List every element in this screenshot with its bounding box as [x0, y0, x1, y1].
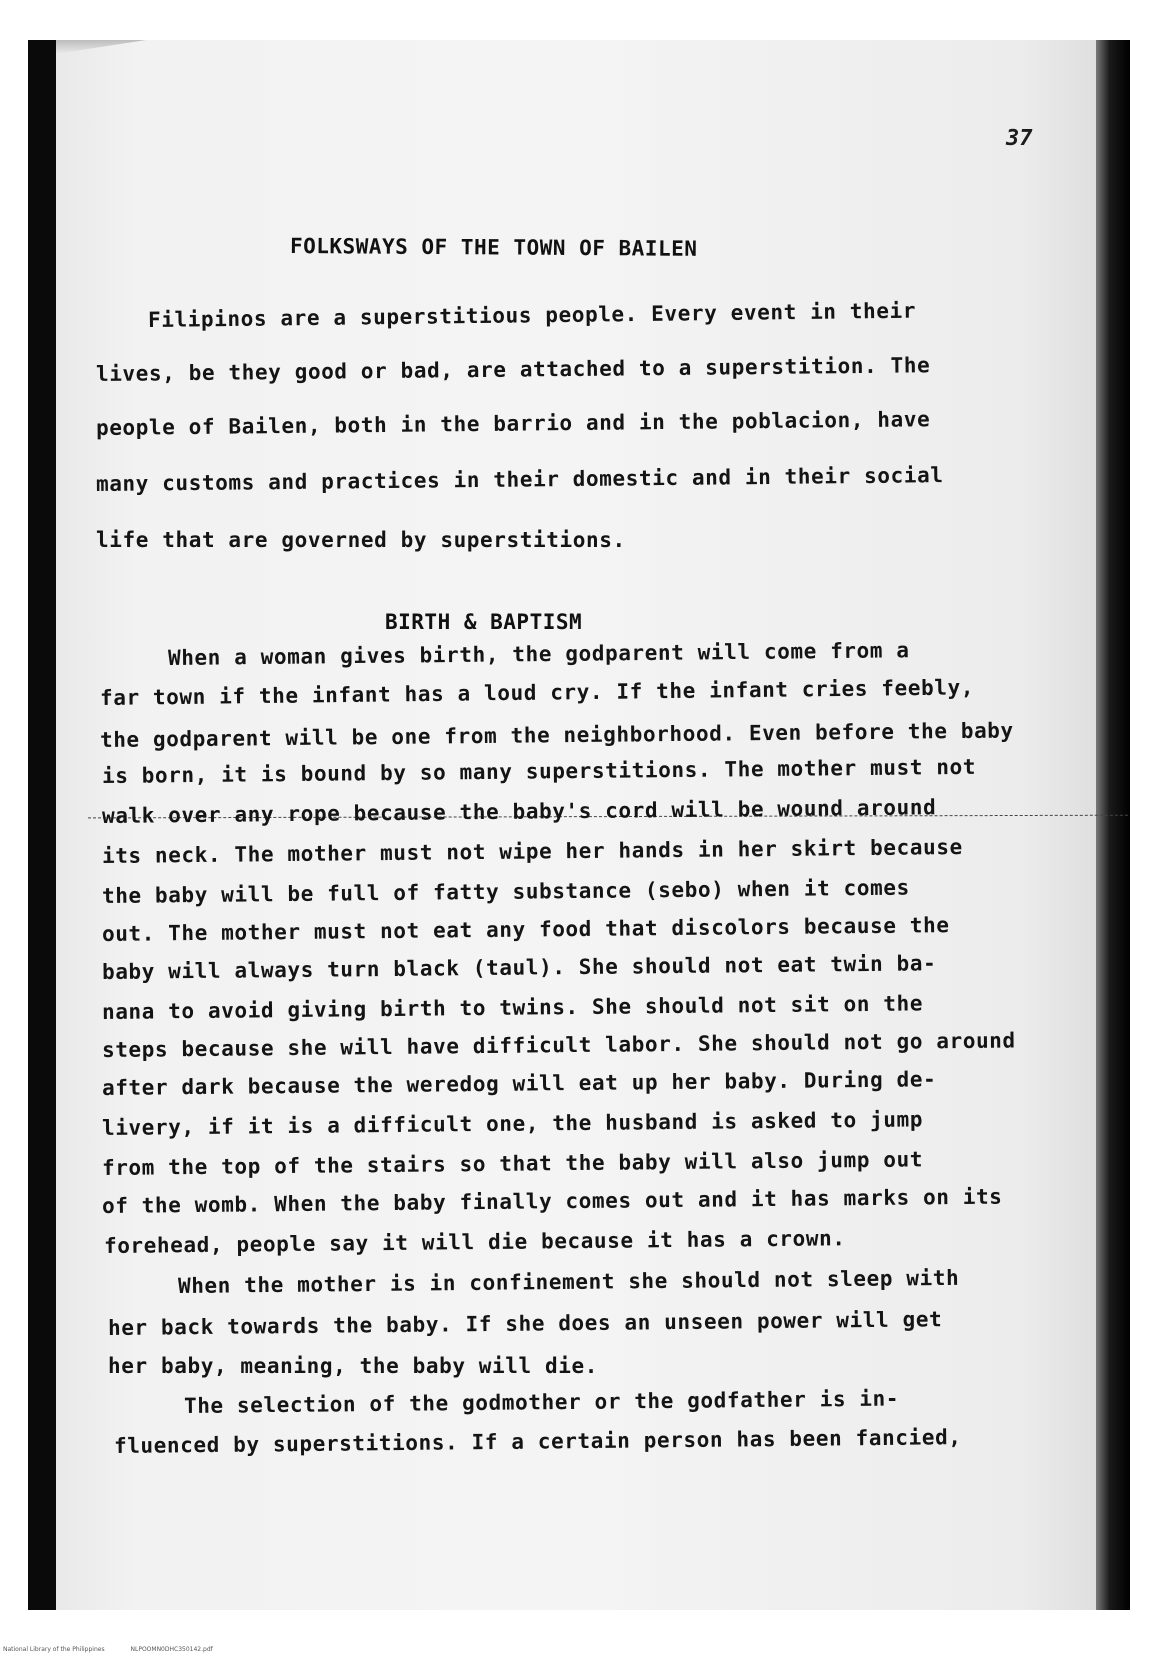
body-line: walk over any rope because the baby's cord will be wound around	[101, 795, 937, 828]
body-line: the godparent will be one from the neighborhood. Even before the baby	[99, 718, 1014, 752]
body-line: from the top of the stairs so that the baby will also jump out	[101, 1147, 924, 1180]
body-line: after dark because the weredog will eat up her baby. During de-	[101, 1067, 937, 1100]
body-line: fluenced by superstitions. If a certain person has been fancied,	[113, 1425, 962, 1458]
body-line: of the womb. When the baby finally comes out and it has marks on its	[101, 1184, 1003, 1218]
body-line: her baby, meaning, the baby will die.	[108, 1354, 598, 1378]
intro-line: many customs and practices in their domestic and in their social	[95, 463, 944, 496]
body-line: steps because she will have difficult labor. She should not go around	[101, 1028, 1016, 1062]
body-line: is born, it is bound by so many superstitions. The mother must not	[101, 754, 977, 788]
body-line: When the mother is in confinement she should not sleep with	[177, 1265, 960, 1298]
body-line: her back towards the baby. If she does an unseen power will get	[107, 1307, 943, 1340]
body-line: baby will always turn black (taul). She should not eat twin ba-	[101, 951, 937, 984]
page-corner-curl	[56, 40, 146, 54]
page-number: 37	[1006, 126, 1033, 151]
document-title: FOLKSWAYS OF THE TOWN OF BAILEN	[289, 234, 698, 261]
intro-line: people of Bailen, both in the barrio and in the poblacion, have	[95, 407, 931, 440]
body-line: When a woman gives birth, the godparent will come from a	[167, 638, 910, 670]
section-heading: BIRTH & BAPTISM	[385, 610, 583, 634]
body-line: livery, if it is a difficult one, the husband is asked to jump	[101, 1107, 924, 1140]
footer-file: NLPOOMN0DHC350142.pdf	[130, 1646, 213, 1653]
body-line: The selection of the godmother or the godfather is in-	[183, 1386, 900, 1418]
body-line: out. The mother must not eat any food that discolors because the	[101, 913, 950, 946]
scanned-page	[28, 40, 1130, 1610]
body-line: forehead, people say it will die because it has a crown.	[103, 1226, 846, 1258]
body-line: its neck. The mother must not wipe her hands in her skirt because	[101, 834, 963, 868]
intro-line: Filipinos are a superstitious people. Every event in their	[147, 298, 917, 332]
intro-line: lives, be they good or bad, are attached to a superstition. The	[95, 353, 931, 386]
intro-line: life that are governed by superstitions.	[96, 528, 626, 552]
page-right-shadow	[1096, 40, 1130, 1610]
body-line: nana to avoid giving birth to twins. She should not sit on the	[101, 991, 924, 1024]
body-line: the baby will be full of fatty substance (sebo) when it comes	[101, 875, 910, 908]
footer-library: National Library of the Philippines	[3, 1646, 105, 1653]
page-left-shadow	[28, 40, 56, 1610]
body-line: far town if the infant has a loud cry. If the infant cries feebly,	[99, 675, 975, 710]
scan-footer	[3, 1646, 237, 1653]
